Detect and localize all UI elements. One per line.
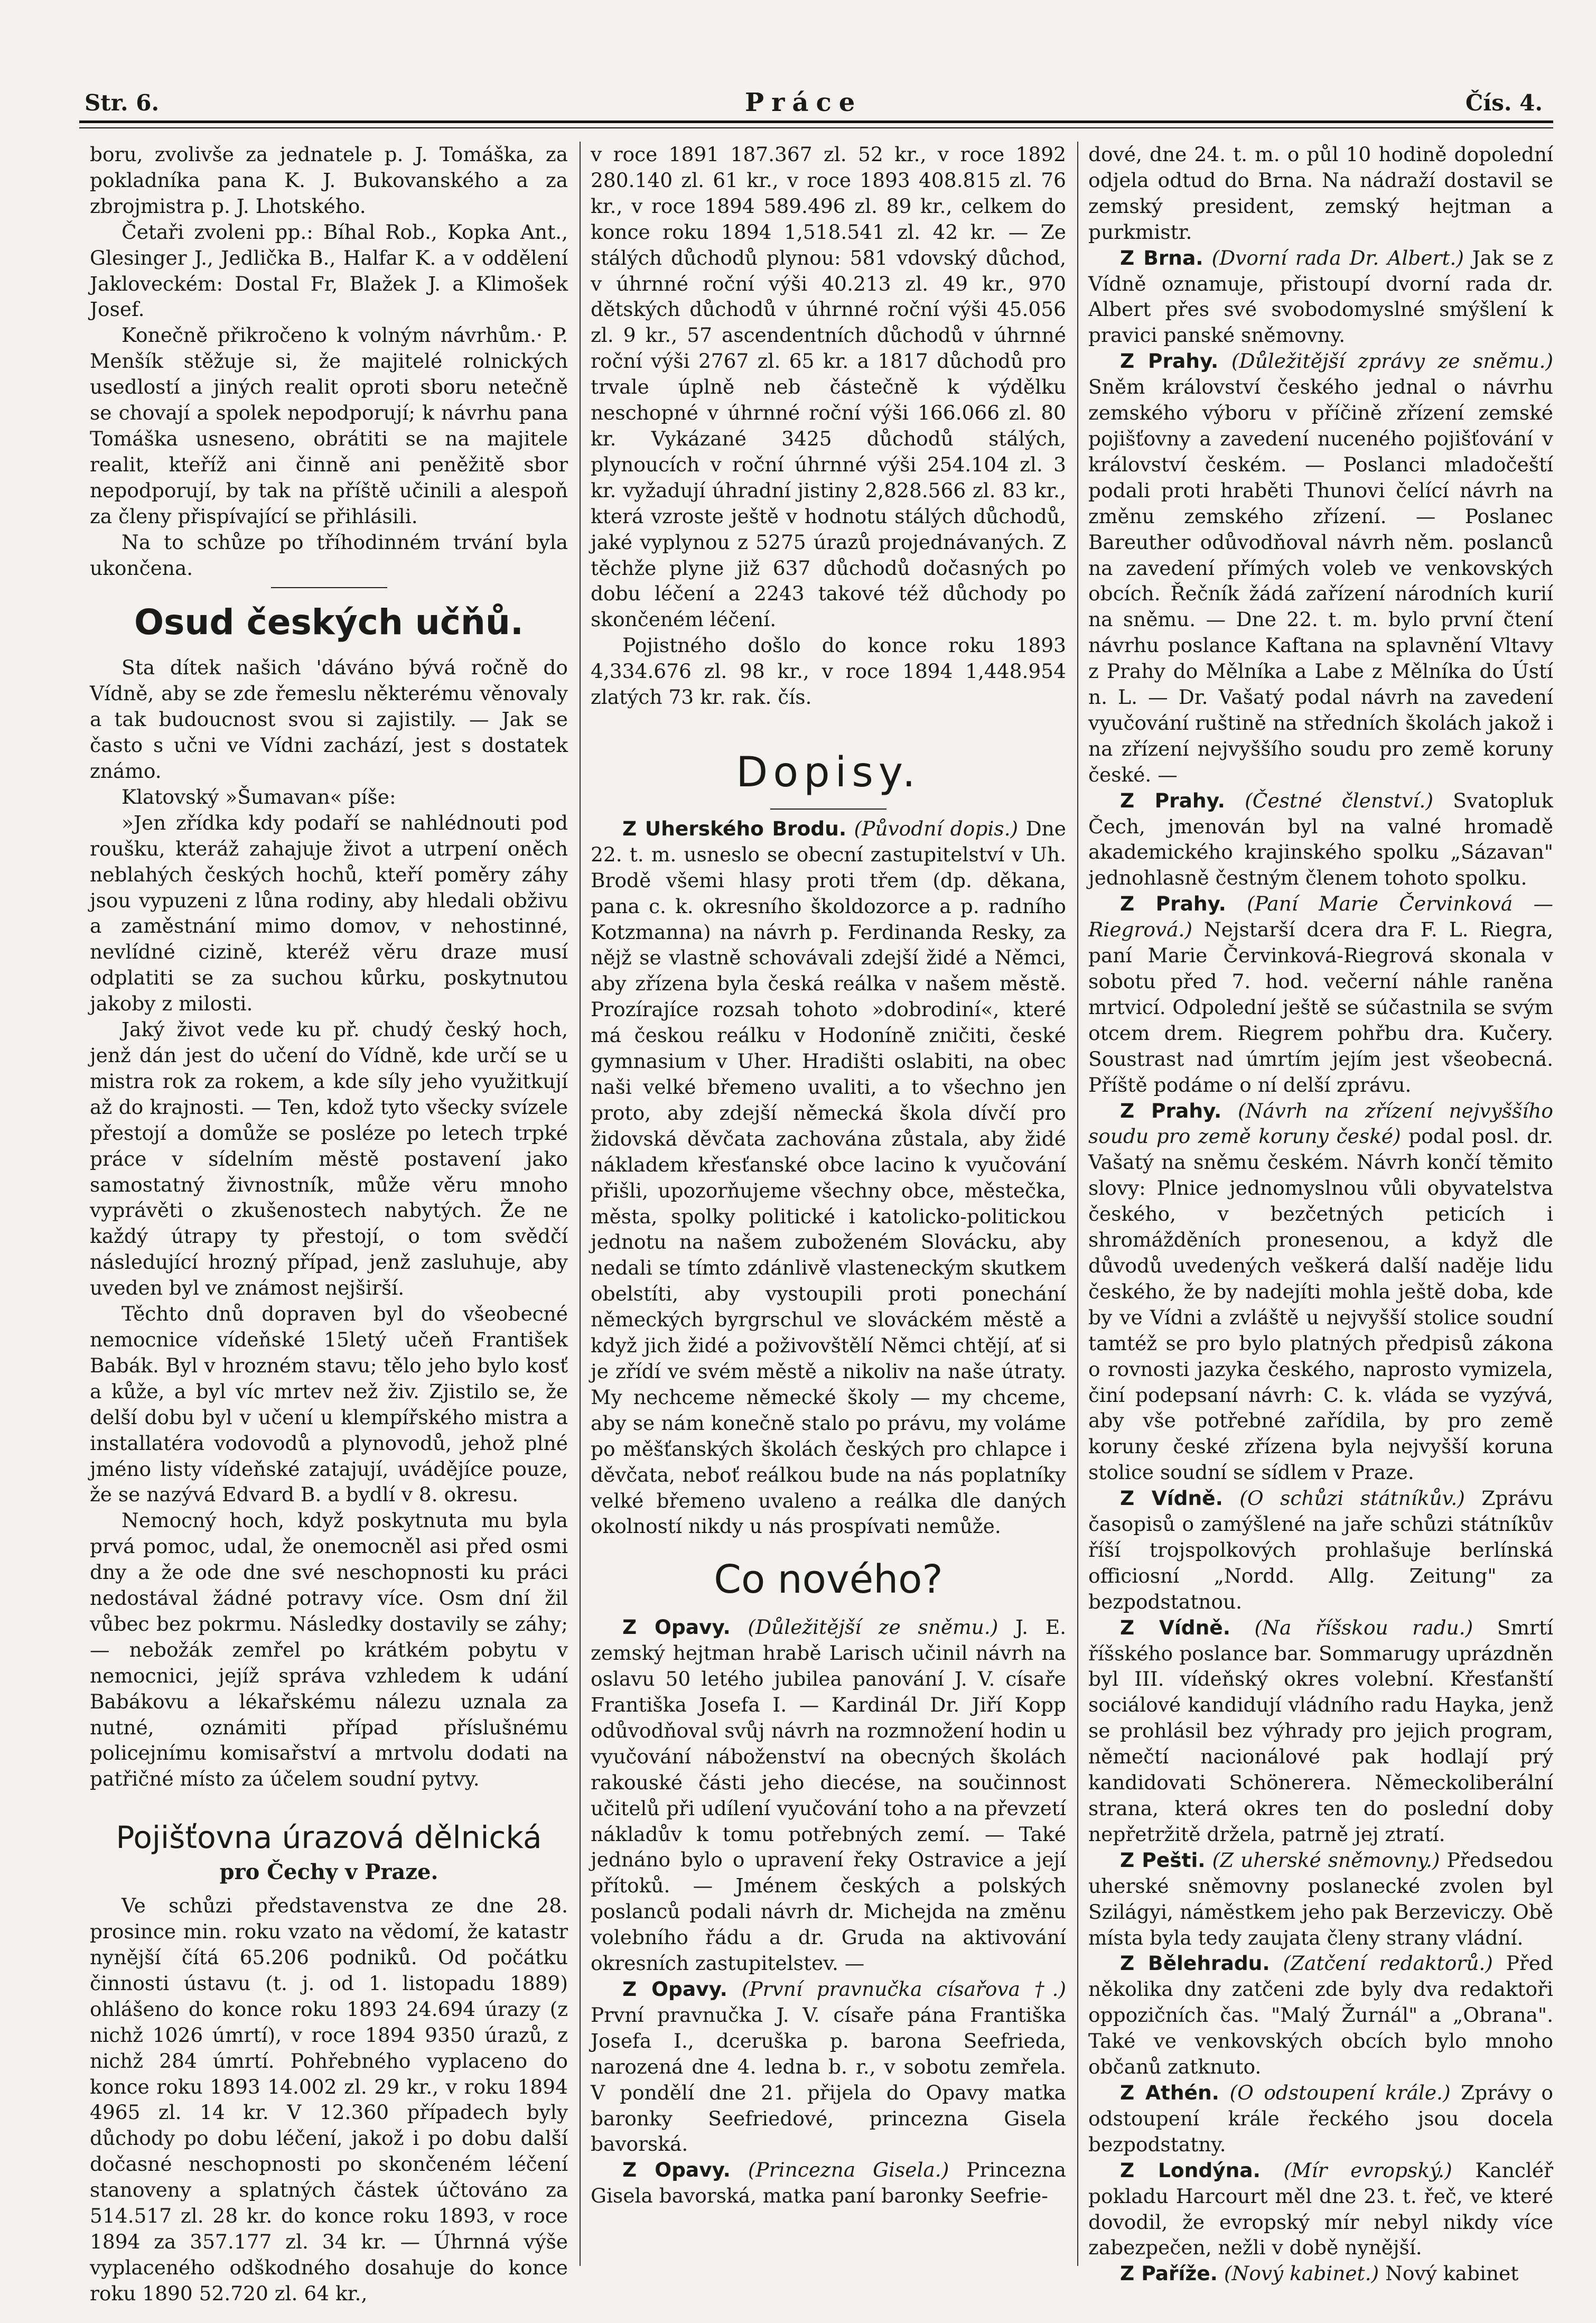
news-location: Z Prahy. [1120, 1099, 1222, 1122]
news-location: Z Opavy. [622, 1977, 727, 2001]
news-text: Zprávy o odstoupení krále řeckého jsou docela bezpodstatny. [1088, 2080, 1553, 2156]
news-text: Nový kabinet [1385, 2262, 1519, 2285]
article-heading: Osud českých učňů. [134, 602, 524, 643]
news-location: Z Prahy. [1120, 349, 1219, 373]
news-tag: (První pravnučka císařova †.) [741, 1977, 1066, 2001]
paragraph: dové, dne 24. t. m. o půl 10 hodině dopolední odjela odtud do Brna. Na nádraží dostavil se zemský president, zemský hejtman a purkmistr. [1088, 143, 1553, 244]
news-tag: (O schůzi státníkův.) [1239, 1486, 1465, 1510]
news-text: Kancléř pokladu Harcourt měl dne 23. t. řeč, ve které dovodil, že evropský mír nebyl nikdy více zabezpečen, nežli v době nynější. [1088, 2158, 1554, 2260]
news-item [1088, 788, 1553, 891]
news-item [1088, 1485, 1553, 1615]
news-tag: (Čestné členství.) [1245, 788, 1433, 812]
news-location: Z Pešti. [1120, 1848, 1206, 1872]
news-tag: (O odstoupení krále.) [1229, 2080, 1451, 2104]
news-location: Z Opavy. [622, 1615, 731, 1639]
news-item [1088, 2158, 1553, 2261]
news-item [591, 1614, 1066, 1976]
news-text: Dne 22. t. m. usneslo se obecní zastupitelství v Uh. Brodě všemi hlasy proti třem (dp. děkana, pana c. k. okresního školdozorce a p. radního Kotzmanna) na návrh p. Ferdinanda Resky, za nějž se vlastně schovávali zdejší židé a Němci, aby zřízena byla česká reálka v našem městě. Prozírajíce rozsah tohoto »dobrodiní«, které má českou reálku v Hodoníně zničiti, české gymnasium v Uher. Hradišti oslabiti, na obec naši velké břemeno uvaliti, a to všechno jen proto, aby zdejší německá škola dívčí pro židovská děvčata zachována zůstala, aby židé nákladem křesťanské obce lacino k vyučování přišli, upozorňujeme všechny obce, městečka, města, spolky politické i katolicko-politickou jednotu na našem zuboženém Slovácku, aby nedali se tímto zdánlivě vlasteneckým skutkem obelstíti, aby vystoupili proti ponechání německých byrgrschul ve slováckém městě a když jich židé a poživovštělí Němci chtějí, ať si je zřídí ve svém městě a nikoliv na naše útraty. My nechceme německé školy — my chceme, aby se nám konečně stalo po právu, my voláme po měšťanských školách českých pro chlapce i děvčata, neboť reálkou bude na nás poplatníky velké břemeno uvaleno a reálka dle daných okolností nikdy u nás prospívati nemůže. [591, 816, 1066, 1538]
news-location: Z Paříže. [1120, 2262, 1218, 2285]
paragraph: Klatovský »Šumavan« píše: [122, 785, 396, 809]
news-text: Princezna Gisela bavorská, matka paní baronky Seefrie- [591, 2158, 1066, 2208]
section-divider [271, 587, 387, 588]
news-tag: (Návrh na zřízení nejvyššího soudu pro země koruny české) [1088, 1099, 1554, 1148]
news-item [1088, 1950, 1553, 2080]
column-2 [591, 142, 1066, 2266]
section-heading: Co nového? [714, 1557, 943, 1603]
news-item [1088, 245, 1553, 349]
news-location: Z Opavy. [622, 2158, 731, 2182]
news-tag: (Důležitější ze sněmu.) [748, 1615, 998, 1639]
paragraph: v roce 1891 187.367 zl. 52 kr., v roce 1892 280.140 zl. 61 kr., v roce 1893 408.815 zl. 76 kr., v roce 1894 589.496 zl. 89 kr., celkem do konce roku 1894 1,518.541 zl. 42 kr. — Ze stálých důchodů plynou: 581 vdovský důchod, v úhrnné roční výši 40.213 zl. 49 kr., 970 dětských důchodů v úhrnné roční výši 45.056 zl. 9 kr., 57 ascendentních důchodů v úhrnné roční výši 2767 zl. 65 kr. a 1817 důchodů pro trvale úplně neb částečně k výdělku neschopné v úhrnné roční výši 166.066 zl. 80 kr. Vykázané 3425 důchodů stálých, plynoucích v roční úhrnné výši 254.104 zl. 3 kr. vyžadují úhradní jistiny 2,828.566 zl. 83 kr., která vzroste ještě v hodnotu stálých důchodů, jaké vyplynou z 5275 úrazů projednávaných. Z těchže plyne již 637 důchodů dočasných po dobu léčení a 2243 takové též důchody po skončeném léčení. [591, 143, 1066, 631]
paragraph: Nemocný hoch, když poskytnuta mu byla prvá pomoc, udal, že onemocněl asi před osmi dny a že ode dne své neschopnosti ku práci nedostával žádné potravy více. Osm dní žil vůbec bez pokrmu. Následky dostavily se záhy; — nebožák zemřel po krátkém pobytu v nemocnici, jejíž správa vzhledem k udání Babákovu a lékařskému nálezu uznala za nutné, oznámiti případ příslušnému policejnímu komisařství a mrtvolu dodati na patřičné místo za účelem soudní pytvy. [90, 1509, 568, 1791]
news-location: Z Brna. [1120, 246, 1203, 270]
news-tag: (Původní dopis.) [854, 816, 1019, 840]
news-tag: (Paní Marie Červinková — Riegrová.) [1088, 892, 1553, 942]
column-1 [90, 142, 568, 2305]
paragraph: Ve schůzi představenstva ze dne 28. prosince min. roku vzato na vědomí, že katastr nynější čítá 65.206 podniků. Od počátku činnosti ústavu (t. j. od 1. listopadu 1889) ohlášeno do konce roku 1893 24.694 úrazy (z nichž 1026 úmrtí), v roce 1894 9350 úrazů, z nichž 284 úmrtí. Pohřebného vyplaceno do konce roku 1893 14.002 zl. 29 kr., v roku 1894 4965 zl. 14 kr. V 12.360 případech byly důchody po dobu léčení, jakož i po dobu další dočasné neschopnosti po skončeném léčení stanoveny a splatných částek účtováno za 514.517 zl. 28 kr. do konce roku 1893, v roce 1894 za 357.177 zl. 34 kr. — Úhrnná výše vyplaceného odškodného dosahuje do konce roku 1890 52.720 zl. 64 kr., [90, 1894, 568, 2305]
newspaper-title: Práce [745, 88, 863, 117]
news-item [1088, 348, 1553, 787]
news-tag: (Na říšskou radu.) [1254, 1615, 1473, 1639]
paragraph: Četaři zvoleni pp.: Bíhal Rob., Kopka Ant., Glesinger J., Jedlička B., Halfar K. a v oddělení Jakloveckém: Dostal Fr, Blažek J. a Klimošek Josef. [90, 220, 568, 321]
news-text: J. E. zemský hejtman hrabě Larisch učinil návrh na oslavu 50 letého jubilea panování J. V. císaře Františka Josefa I. — Kardinál Dr. Jiří Kopp odůvodňoval svůj návrh na rozmnožení hodin u vyučování náboženství na obecných školách rakouské části jeho diecése, na součinnost učitelů při udílení vyučování toho a na převzetí nákladův k tomu potřebných zemí. — Také jednáno bylo o upravení řeky Ostravice a její přítoků. — Jménem českých a polských poslanců podali návrh dr. Michejda na změnu volebního řádu a dr. Gruda na aktivování okresních zastupitelstev. — [591, 1615, 1067, 1975]
issue-number: Čís. 4. [1465, 90, 1543, 116]
paragraph: boru, zvolivše za jednatele p. J. Tomáška, za pokladníka pana K. J. Bukovanského a za zbrojmistra p. J. Lhotského. [90, 143, 568, 218]
news-location: Z Athén. [1120, 2080, 1219, 2104]
news-text: podal posl. dr. Vašatý na sněmu českém. Návrh končí těmito slovy: Plnice jednomyslnou vůli obyvatelstva českého, v bezčetných peticích i shromážděních pronesenou, a když dle důvodů uvedených veškerá další naděje lidu českého, že by nadejíti mohla ještě doba, kde by ve Vídni a zvláště u nejvyšší stolice soudní tamtéž se pro bylo platných předpisů zákona o rovnosti jazyka českého, naprosto vymizela, činí podepsaní návrh: C. k. vláda se vyzývá, aby vše potřebné zařídila, by pro země koruny české zřízena byla nejvyšší koruna stolice soudní se sídlem v Praze. [1088, 1125, 1554, 1484]
column-divider [580, 142, 581, 2266]
paragraph: Jaký život vede ku př. chudý český hoch, jenž dán jest do učení do Vídně, kde určí se u mistra rok za rokem, a kde síly jeho využitkují až do krajnosti. — Ten, kdož tyto všecky svízele přestojí a domůže se posléze po letech trpké práce v sídelním městě postavení jako samostatný živnostník, může věru mnoho vyprávěti o zkušenostech nabytých. Že ne každý útrapy ty přestojí, o tom svědčí následující hrozný případ, jenž zasluhuje, aby uveden byl ve známost nejširší. [90, 1018, 568, 1300]
paragraph: Konečně přikročeno k volným návrhům.· P. Menšík stěžuje si, že majitelé rolnických usedlostí a jiných realit oproti sboru netečně se chovají a spolek nepodporují; k návrhu pana Tomáška usneseno, obrátiti se na majitele realit, kteříž ani činně ani peněžitě sbor nepodporují, by tak na příště učinili a alespoň za členy přispívající se přihlásili. [90, 323, 568, 528]
news-text: Předsedou uherské sněmovny poslanecké zvolen byl Szilágyi, náměstkem jeho pak Berzeviczy. Obě místa byla tedy zaujata členy strany vládní. [1088, 1848, 1554, 1949]
news-tag: (Dvorní rada Dr. Albert.) [1211, 246, 1464, 270]
news-text: Svatopluk Čech, jmenován byl na valné hromadě akademického krajinského spolku „Sázavan" jednohlasně čestným členem tohoto spolku. [1088, 788, 1554, 890]
news-text: Sněm království českého jednal o návrhu zemského výboru v příčině zřízení zemské pojišťovny a zavedení nuceného pojišťování v království českém. — Poslanci mladočeští podali proti hraběti Thunovi čelící návrh na změnu zemského zřízení. — Poslanec Bareuther odůvodňoval návrh něm. poslanců na zavedení přímých voleb ve venkovských obcích. Řečník žádá zařízení národních kurií na sněmu. — Dne 22. t. m. bylo první čtení návrhu poslance Kaftana na splavnění Vltavy z Prahy do Mělníka a Labe z Mělníka do Ústí n. L. — Dr. Vašatý podal návrh na zavedení vyučování ruštině na středních školách jakož i na zřízení nejvyššího soudu pro země koruny české. — [1088, 375, 1553, 786]
section-heading: Dopisy. [736, 748, 921, 796]
news-tag: (Princezna Gisela.) [748, 2158, 949, 2182]
paragraph: Na to schůze po tříhodinném trvání byla ukončena. [90, 530, 568, 580]
news-item [1088, 891, 1553, 1098]
news-text: První pravnučka J. V. císaře pána Františka Josefa I., dceruška p. barona Seefrieda, narozená dne 4. ledna b. r., v sobotu zemřela. V pondělí dne 21. přijela do Opavy matka baronky Seefriedové, princezna Gisela bavorská. [591, 2003, 1066, 2156]
news-item [1088, 2261, 1553, 2287]
news-tag: (Z uherské sněmovny.) [1212, 1848, 1440, 1872]
news-item [591, 816, 1066, 1539]
paragraph: Těchto dnů dopraven byl do všeobecné nemocnice vídeňské 15letý učeň František Babák. Byl v hrozném stavu; tělo jeho bylo kosť a kůže, a byl víc mrtev než živ. Zjistilo se, že delší dobu byl v učení u klempířského mistra a installatéra vodovodů a plynovodů, jehož plné jméno listy vídeňské zatajují, uvádějíce pouze, že se nazývá Edvard B. a bydlí v 8. okresu. [90, 1302, 568, 1507]
paragraph: »Jen zřídka kdy podaří se nahlédnouti pod roušku, kteráž zahajuje život a utrpení oněch neblahých českých hochů, kteří poměry záhy jsou vypuzeni z lůna rodiny, aby hledali obživu a zaměstnání mimo domov, v nehostinné, nevlídné cizině, kteréž věru draze musí odplatiti se za suchou kůrku, poskytnutou jakoby z milosti. [90, 811, 568, 1016]
section-divider [770, 809, 886, 810]
news-location: Z Londýna. [1120, 2158, 1261, 2182]
news-item [1088, 1098, 1553, 1486]
header-rule [79, 120, 1553, 128]
article-subheading: pro Čechy v Praze. [219, 1860, 438, 1885]
news-text: Zprávu časopisů o zamýšlené na jaře schůzi státníkův říší trojspolkových prohlašuje berlínská officiosní „Nordd. Allg. Zeitung" za bezpodstatnou. [1088, 1486, 1554, 1613]
column-3 [1088, 142, 1554, 2285]
article-heading: Pojišťovna úrazová dělnická [116, 1819, 542, 1856]
news-item [1088, 1615, 1553, 1847]
news-text: Smrtí říšského poslance bar. Sommarugy uprázdněn byl III. vídeňský okres volební. Křesťanští sociálové kandidují vládního radu Hayka, jenž se prohlásil bez výhrady pro jejich program, němečtí nacionálové pak hodlají prý kandidovati Schönerera. Německoliberální strana, která okres ten do poslední doby nepřetržitě držela, patrně jej ztratí. [1088, 1615, 1554, 1846]
news-location: Z Bělehradu. [1120, 1952, 1270, 1975]
news-item [591, 2157, 1066, 2209]
news-tag: (Mír evropský.) [1283, 2158, 1452, 2182]
news-item [591, 1976, 1066, 2157]
news-item [1088, 2080, 1553, 2158]
paragraph: Sta dítek našich 'dáváno bývá ročně do Vídně, aby se zde řemeslu některému věnovaly a tak budoucnost svou si zajistily. — Jak se často s učni ve Vídni zachází, jest s dostatek známo. [90, 656, 568, 783]
news-location: Z Vídně. [1120, 1615, 1230, 1639]
news-location: Z Vídně. [1120, 1486, 1223, 1510]
paragraph: Pojistného došlo do konce roku 1893 4,334.676 zl. 98 kr., v roce 1894 1,448.954 zlatých 73 kr. rak. čís. [591, 634, 1066, 709]
page-header [85, 79, 1543, 127]
news-item [1088, 1847, 1553, 1951]
news-tag: (Nový kabinet.) [1224, 2262, 1379, 2285]
news-tag: (Důležitější zprávy ze sněmu.) [1231, 349, 1553, 373]
news-location: Z Prahy. [1120, 892, 1226, 916]
news-text: Před několika dny zatčeni zde byly dva redaktoři oppozičních čas. "Malý Žurnál" a „Obrana". Také ve venkovských obcích bylo mnoho občanů zatknuto. [1088, 1952, 1553, 2079]
column-divider [1077, 142, 1078, 2266]
news-text: Jak se z Vídně oznamuje, přistoupí dvorní rada dr. Albert přes své svobodomyslné smýšlení k pravici panské sněmovny. [1088, 246, 1553, 347]
news-tag: (Zatčení redaktorů.) [1283, 1952, 1493, 1975]
news-location: Z Prahy. [1120, 788, 1225, 812]
page-number: Str. 6. [85, 90, 160, 116]
news-text: Nejstarší dcera dra F. L. Riegra, paní Marie Červinková-Riegrová skonala v sobotu před 7. hod. večerní náhle raněna mrtvicí. Odpolední ještě se súčastnila se svým otcem drem. Riegrem pohřbu dra. Kučery. Soustrast nad úmrtím jejím jest všeobecná. Příště podáme o ní delší zprávu. [1088, 918, 1554, 1097]
news-location: Z Uherského Brodu. [622, 816, 847, 840]
